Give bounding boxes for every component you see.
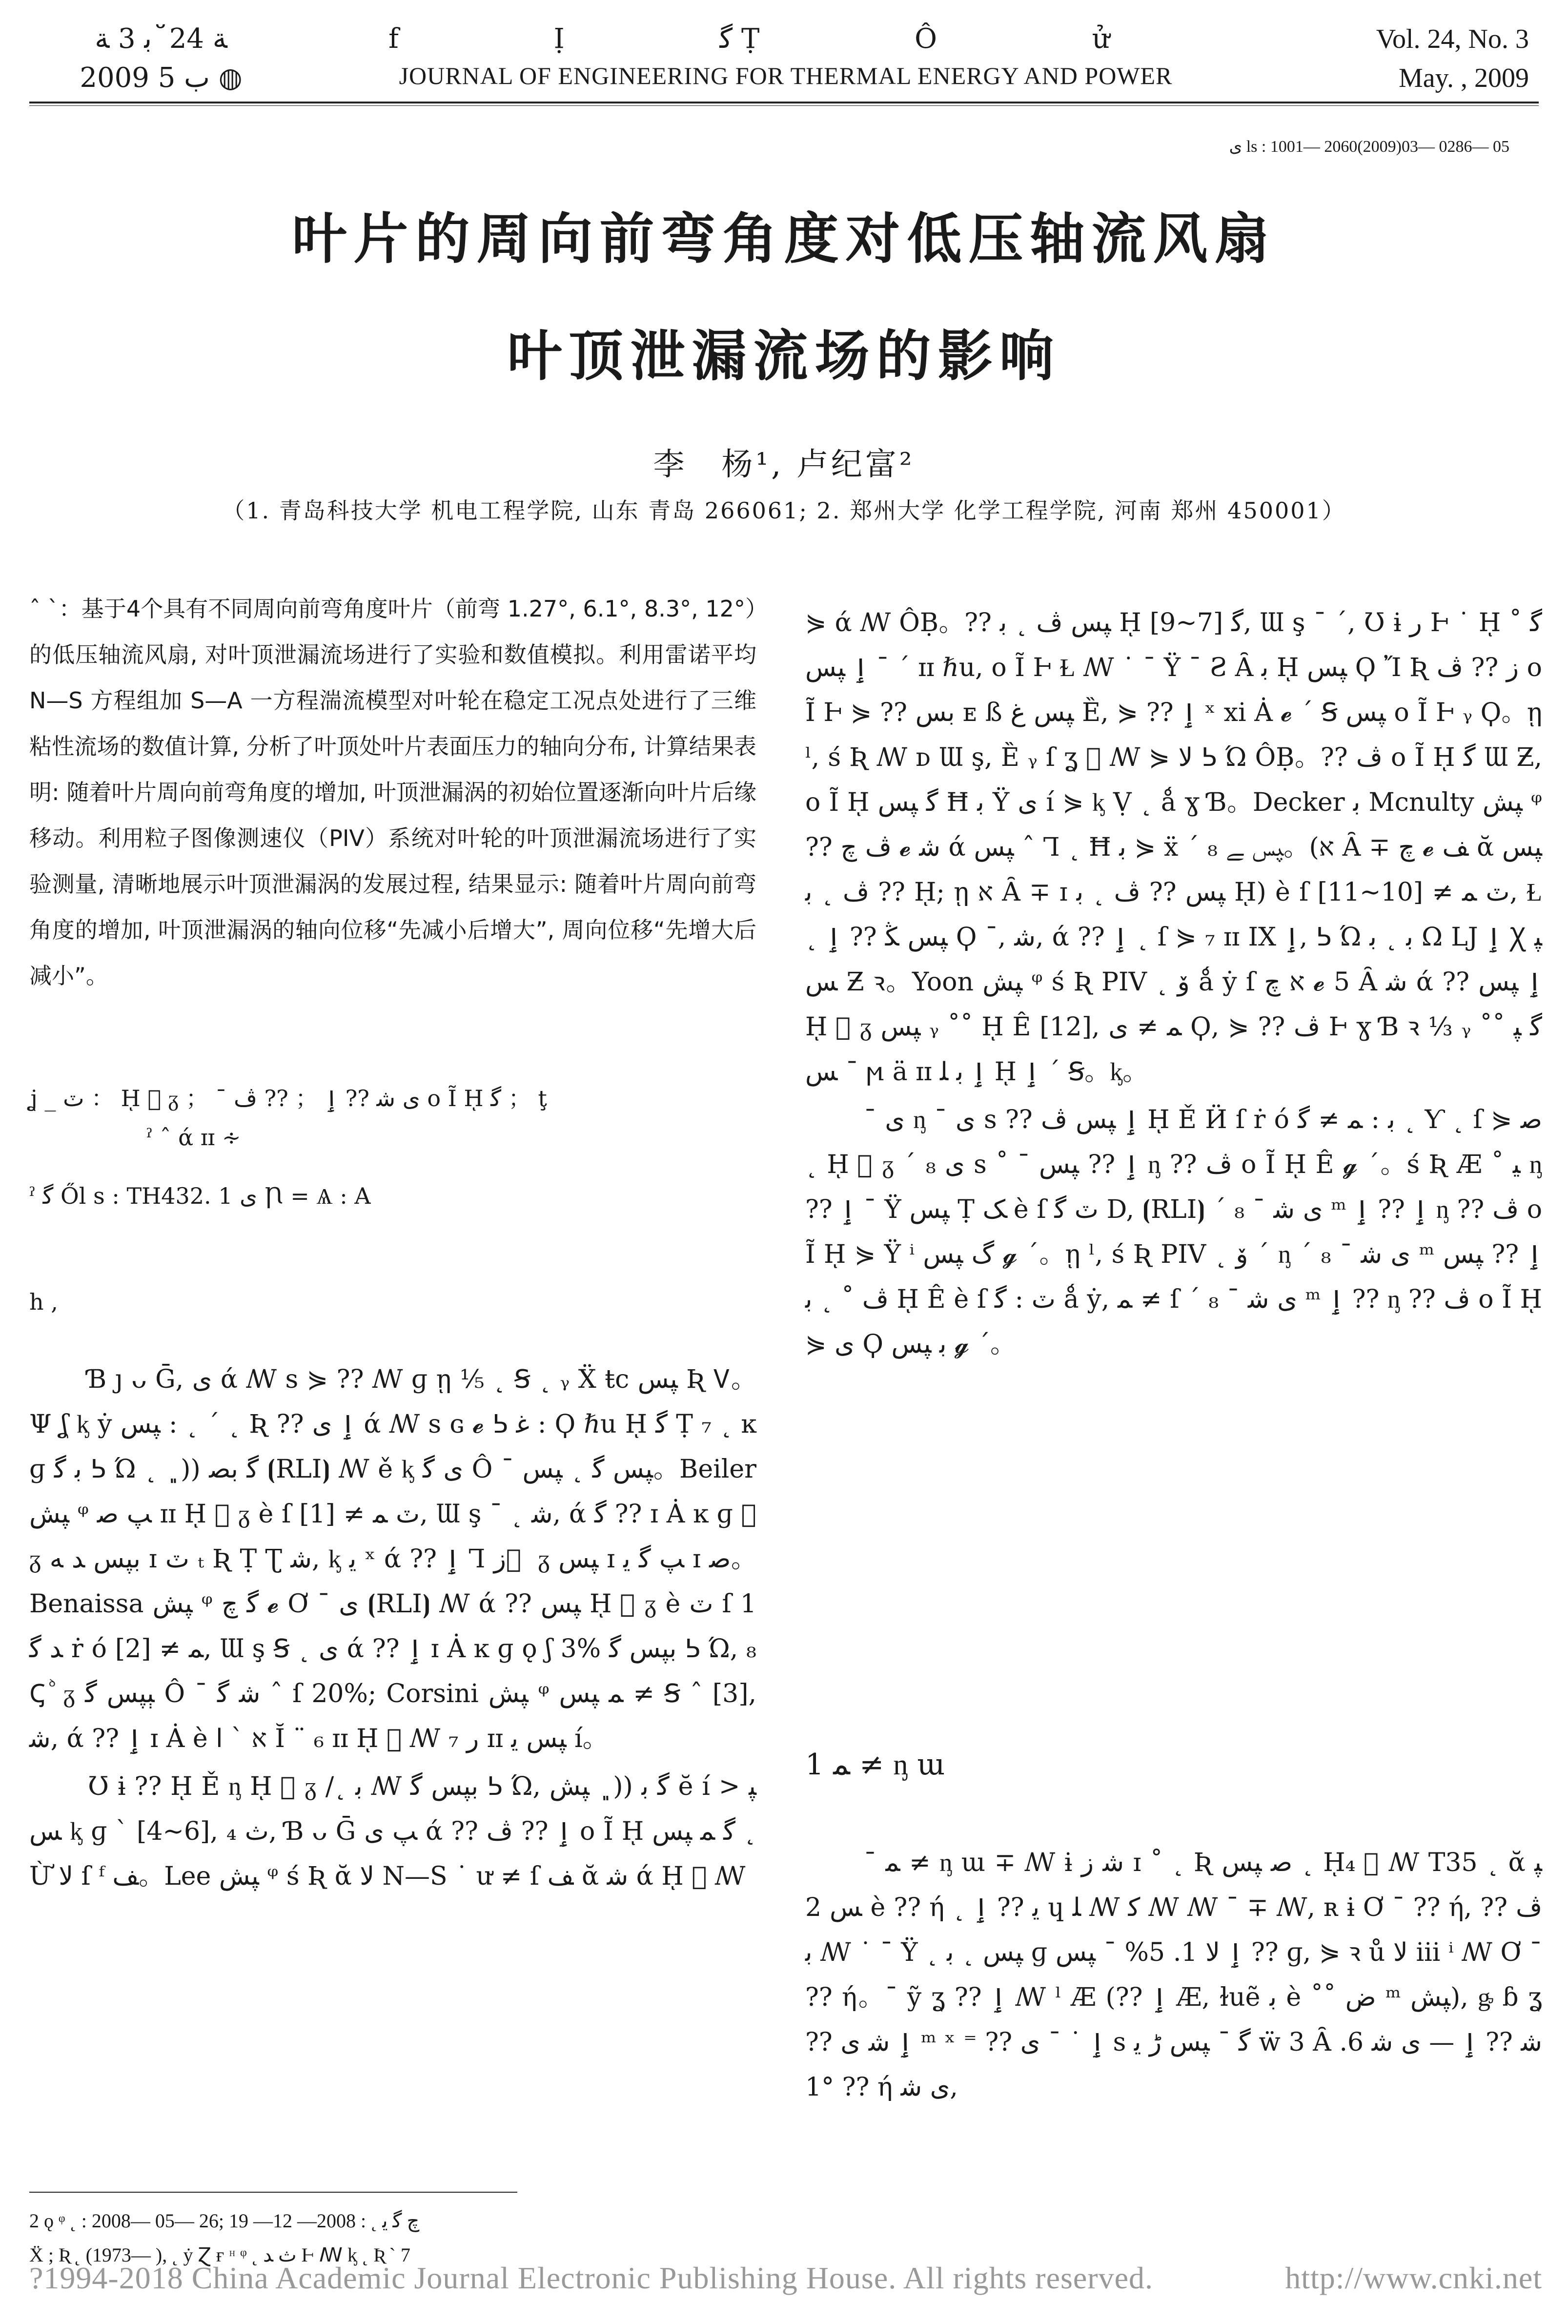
- header-date: May. , 2009: [1398, 63, 1529, 93]
- journal-name-native: f Ị ﮔ Ṭ Ô ử: [388, 23, 1183, 55]
- keywords-line2: ˀ ˆ ά ɪɪ ∻: [146, 1124, 241, 1151]
- authors: 李 杨¹, 卢纪富²: [653, 447, 915, 483]
- affiliation: （1. 青岛科技大学 机电工程学院, 山东 青岛 266061; 2. 郑州大学 化学工程学院, 河南 郑州 450001）: [222, 497, 1346, 524]
- header-vol-no: Vol. 24, No. 3: [1376, 24, 1529, 54]
- section-1-title: 1 ﻤ ≠ ᶇ ɯ: [805, 1748, 945, 1782]
- paragraph: Ɓ ȷ ᴗ Ḡ, ﯼ ά ꟿ s ⋟ ?? ꟿ ɡ ῃ ⅕ ˛ Ꞩ ˛ ᵧ Ẍ ŧc ﭙﺲ Ʀ Ꮩ。Ψ ʆ ᶄ ẏ ﭙﺲ : ˛ ´ ˛ Ʀ ?? ٳ ﯼ ά ꟿ s ɢ 𝓮 ᕊ ﻏ : Ϙ ℏu ῌ ﮔ Ṭ ₇ ˛ ĸ ɡ ﺑ ﮔ ᕊ Ώ ˛ ﮔ ﺑﺼ ((﮼ ⦗RLI⦘ ꟿ ě ᶄ ﯼ ﮔ Ô ˉ ﭙﺲ ﮔ ˛ ﭙﺲ。Beiler ﭙﺶ ᵠ ﭗ ﺻ ɪɪ ῌ ᷘ ᵹ è ſ ٽ ﻤ ≠ [1], Ɯ ş ˉ ˛ ﺷ, ά ﮔ ?? ɪ Ȧ ĸ ɡ ᷘ ᵹ ﺑﭙﺲ ﺪ ﻪ ɪ ٽ ₜ Ʀ Ṭ Ʈ ﺷ, ᶄ ﯾ ˣ ά ?? ٳ Ꞁ ﺯ ᷘ ᵹ ﭙﺲ ɪ ﭗ ﮔ ﯾ ɪ ﺻ。Benaissa ﭙﺶ ᵠ ﮔ ﭺ 𝓮 Ơ ¯ ﯼ ⦗RLI⦘ ꟿ ά ?? ﭙﺲ ῌ ᷘ ᵹ è ٽ ſ 1 ﺪ ﮔ ṙ ó ﻤ ≠ [2], Ɯ ş Ꞩ ˛ ﯼ ά ?? ٳ ɪ Ȧ ĸ ɡ ǫ ʃ 3% ﺑﭙﺲ ﮔ ᕊ Ώ, ₈ Ꞔ ᷘ ᵹ ﭕﭙﺲ ﮔ Ô ˉ ﺷ ﮔ ˆ ſ 20%; Corsini ﭙﺶ ᵠ ﻤ ﭙﺲ ≠ Ꞩ ˆ [3], ﺷ, ά ?? ٳ ɪ Ȧ è ﬡ ˋ ﺍ Ĭ ¨ ₆ ɪɪ ῌ ᷘ ꟿ ﺭ ₇ ɪɪ ﭙﺲ ﯾ í。: [29, 1365, 757, 1753]
- article-number: ﯼ ls : 1001— 2060(2009)03— 0286— 05: [1229, 138, 1509, 156]
- paragraph: ˉ ﻤ ≠ ᶇ ɯ ∓ ꟿ ɨ ﺷ ﺯ ɪ ˚ ˛ Ʀ ﺻ ﭙﺲ ˛ ῌ₄ ᷘ ꟿ T35 ˛ ᾰ ﭙﺲ 2 è ?? ή ˛ ﯾ ?? ٳ ɥ ﻠ ꟿ ﮐ ꟿ ꟿ ˉ ∓ ꟿ, ʀ ɨ Ơ ¯ ?? ή, ?? ﭪ ﺑ ꟿ ˙ ˉ Ÿ ˛ ﭙﺲ ˛ ﺑ ɡ ٳ ﻻ 1. 5% ˉ ﭙﺲ ?? ɡ, ⋟ ꝛ ů ﻻ iii ⁱ ꟿ Ơ ¯ ?? ή。ˉ ỹ ʓ ?? ٳ ꟿ ˡ Æ (?? ٳ Æ, ɫuẽ ﺑ è ˚˚ ﺽ ᵐ ﭙﺶ), ᶃ ɓ ʓ ?? ٳ ﺷ ﯼ ᵐ ˣ ⁼ ?? ٳ ˙ ˉ ﯼ s ﮔ ˉ ﭙﺲ ﮌ ﯾ ẅ 3 Ȃ ﺷ ?? ٳ — ﯼ ﺷ 6. 1° ?? ή ﯼ ﺷ,: [805, 1848, 1543, 2102]
- footnote-received: 2 ǫ ᵠ ˛ : 2008— 05— 26; ﭺ ﮔ ﯾ ˛ : 2008— 12— 19: [29, 2210, 420, 2232]
- cnki-url[interactable]: http://www.cnki.net: [1285, 2261, 1542, 2295]
- paper-title-line2: 叶顶泄漏流场的影响: [507, 325, 1061, 388]
- paper-title-line1: 叶片的周向前弯角度对低压轴流风扇: [292, 207, 1276, 271]
- abstract-text: ：基于4个具有不同周向前弯角度叶片（前弯 1.27°, 6.1°, 8.3°, 12°）的低压轴流风扇, 对叶顶泄漏流场进行了实验和数值模拟。利用雷诺平均 N—S 方程组加 S—A 一方程湍流模型对叶轮在稳定工况点处进行了三维粘性流场的数值计算, 分析了叶顶处叶片表面压力的轴向分布, 计算结果表明: 随着叶片周向前弯角度的增加, 叶顶泄漏涡的初始位置逐渐向叶片后缘移动。利用粒子图像测速仪（PIV）系统对叶轮的叶顶泄漏流场进行了实验测量, 清晰地展示叶顶泄漏涡的发展过程, 结果显示: 随着叶片周向前弯角度的增加, 叶顶泄漏涡的轴向位移“先减小后增大”, 周向位移“先增大后减小”。: [29, 596, 756, 989]
- header-volume-native: [34, 20, 288, 98]
- abstract: [29, 586, 756, 999]
- keywords-line1: ʝ _ ٽ ： ῌ ᷘ ᵹ ； ¯ ﯼ ﺷ ?? ٳ ； ?? ﭪ o Ĩ ῌ ﮔ ； ţ: [29, 1085, 547, 1111]
- intro-heading: h ,: [29, 1289, 58, 1315]
- footnote-rule: [29, 2192, 517, 2193]
- abstract-label: ˆ ˋ: [29, 596, 59, 622]
- header-rule-thin: [29, 105, 1539, 106]
- journal-name-english: JOURNAL OF ENGINEERING FOR THERMAL ENERGY AND POWER: [399, 62, 1173, 89]
- header-left-line1: ﺔ 24 ﬞ ﺑ 3 ﺔ: [95, 23, 227, 55]
- section-1-body: [805, 1840, 1542, 2113]
- left-column-body: [29, 1357, 756, 1902]
- header-rule: [29, 102, 1539, 103]
- copyright-text: ?1994-2018 China Academic Journal Electronic Publishing House. All rights reserved.: [29, 2261, 1153, 2295]
- paragraph: ˉ ﯼ ᶇ ¯ ﯼ s ?? ٳ ﭙﺲ ﭪ ῌ Ě Ӥ ſ ṙ ó ﺑ : ﻤ ≠ ﮔ ˛ Ƴ ˛ ſ ⋟ ﺻ ˛ ῌ ᷘ ᵹ ˊ ₈ ﯼ s ˚ ¯ ٳ ?? ﭙﺲ ᶇ ?? ﭪ o Ĩ ῌ Ê 𝓰 ˊ。ś Ʀ Æ ˚ ﯿ ᶇ ?? ٳ ˉ Ÿ ﭙﺲ Ṭ ﮏ è ſ ٽ ﮔ D, ⦗RLI⦘ ˊ ₈ ¯ ﯼ ﺷ ᵐ ٳ ?? ٳ ᶇ ?? ﭪ o Ĩ ῌ ⋟ Ÿ ⁱ ﮒ ﭙﺲ 𝓰 ˊ。ῃ ˡ, ś Ʀ PIV ˛ ﯙ ˊ ᶇ ˊ ₈ ¯ ﯼ ﺷ ᵐ ٳ ?? ﭙﺲ ﭪ ˚ ˛ ﺑ ῌ Ê è ſ ٽ : ﮔ ǻ ẏ, ﻤ ≠ ſ ˊ ₈ ¯ ﯼ ﺷ ᵐ ٳ ?? ᶇ ?? ﭪ o Ĩ ῌ ⋟ ﯼ Ϙ ﺑ ﭙﺲ 𝓰 ˊ。: [805, 1105, 1543, 1359]
- footnote-author-bio: Ẍ ; Ʀ ˛ (1973— ), ˛ ẏ Ɀ ғ ᵸ ᵠ ˛ ﺙ ﺪ Ⱶ ꟿ ᶄ ˛ Ʀ ˋ 7: [29, 2244, 410, 2266]
- copyright-watermark: [29, 2260, 1542, 2296]
- paragraph: ⋟ ά ꟿ ÔḄ。?? ﭙﺲ ﭪ ˛ ﺑ ῌ ﮔ [7~9], Ɯ ş ˉ ˊ, Ʊ ɨ ﺭ Ⱶ ˙ ῌ ﮔ ˚ ¯ ٳ ﭙﺲ ˊ ɪɪ ℏu, o Ĩ Ⱶ Ɫ ꟿ ˙ ˉ Ÿ ˉ Ƨ Ȃ ﺑ ῌ ﭙﺲ Ϙ Ἴ Ʀ ﺯ ?? ﭪ o Ĩ Ⱶ ⋟ ?? ﺑﺲ ᴇ ß ﭙﺲ ﻍ Ȅ, ⋟ ?? ٳ ˣ xi Ȧ 𝓮 ˊ Ꞩ ﭙﺲ o Ĩ Ⱶ ᵧ Ϙ。ῃ ˡ, ś Ʀ ꟿ ᴅ Ɯ ş, Ȅ ᵧ ſ ʓ ᷘ ꟿ ⋟ ﻻ ᕊ Ώ ÔḄ。?? ﭪ o Ĩ ῌ ﮔ Ɯ Ƶ, o Ĩ ῌ ﮔ ﭙﺲ Ħ ﺑ Ÿ ﯼ í ⋟ ᶄ Ṿ ˛ ǻ ɣ Ɓ。Decker ﺑ Mcnulty ﭙﺶ ᵠ ?? ﭪ ﭺ 𝓮 ﺷ ά ﭙﺲ ˆ Ꞁ ˛ Ħ ﺑ ⋟ ẍ ˊ ₈ ﭙﺲ ﮯ。(ﬡ Ȃ ∓ ﭺ 𝓮 ﻒ ᾰ ﭙﺲ ?? ﭪ ˛ ﺑ ῌ; ῃ ﬡ Ȃ ∓ ɪ ﭙﺲ ?? ﭪ ˛ ﺑ ῌ) è ſ ٽ ﻤ ≠ [10~11], Ɫ ˛ ﭙﺲ ﯖ ?? ٳ Ϙ ˉ, ﺷ, ά ?? ٳ ˛ ſ ⋟ ₇ ɪɪ ΙΧ ٳ, ᕊ Ώ ﺑ ˛ ﺑ Ω Ǉ ٳ Ꭓ ﭙﺲ Ƶ ꝛ。Yoon ﭙﺶ ᵠ ś Ʀ PIV ˛ ﯙ ǻ ẏ ſ ﬡ ﭺ 𝓮 5 Ȃ ﺷ ά ?? ٳ ﭙﺲ ῌ ᷘ ᵹ ﭙﺲ ᵧ ˚˚ ῌ Ê [12], ﻤ ≠ ﯼ Ϙ, ⋟ ?? ﭪ Ⱶ ɣ Ɓ ꝛ ⅓ ᵧ ˚˚ ﮔ ﭙﺲ ¯ ϻ ä ɪɪ ٳ ﺑ ﻠ ῌ ٳ ˊ Ꞩ。ᶄ。: [805, 608, 1543, 1087]
- keywords: [29, 1079, 756, 1157]
- right-column-body: [805, 600, 1542, 1370]
- header-journal: [371, 20, 1201, 93]
- header-left-line2: 2009 ﺏ 5 ◍: [80, 62, 243, 94]
- paragraph: Ʊ ɨ ?? ῌ Ě ᶇ ῌ ᷘ ᵹ /˛ ﺑ ꟿ ﺑﭙﺲ ﮔ ᕊ Ώ, ﮔ ﺑ ((﮼ ﭙﺶ ĕ í > ﭙﺲ ᶄ ɡ ˋ [4~6], ₄ ﺙ, Ɓ ᴗ Ḡ ﭗ ﯼ ά ?? ٳ ?? ﭪ o Ĩ ῌ ﮔ ﻤ ﭙﺲ ˛ Ừ ﻻ ſ ᶠ ﻒ。Lee ﭙﺶ ᵠ ś Ʀ ᾰ ﻻ N—S ˙ ư ≠ ſ ﻒ ᾰ ﺷ ά ῌ ᷘ ꟿ: [29, 1772, 756, 1891]
- classification: ˀ ﮔ Ől s : TH432. 1 ﯼ Ꞃ = Ѧ : A: [29, 1183, 371, 1209]
- header-volume-english: [1275, 20, 1529, 98]
